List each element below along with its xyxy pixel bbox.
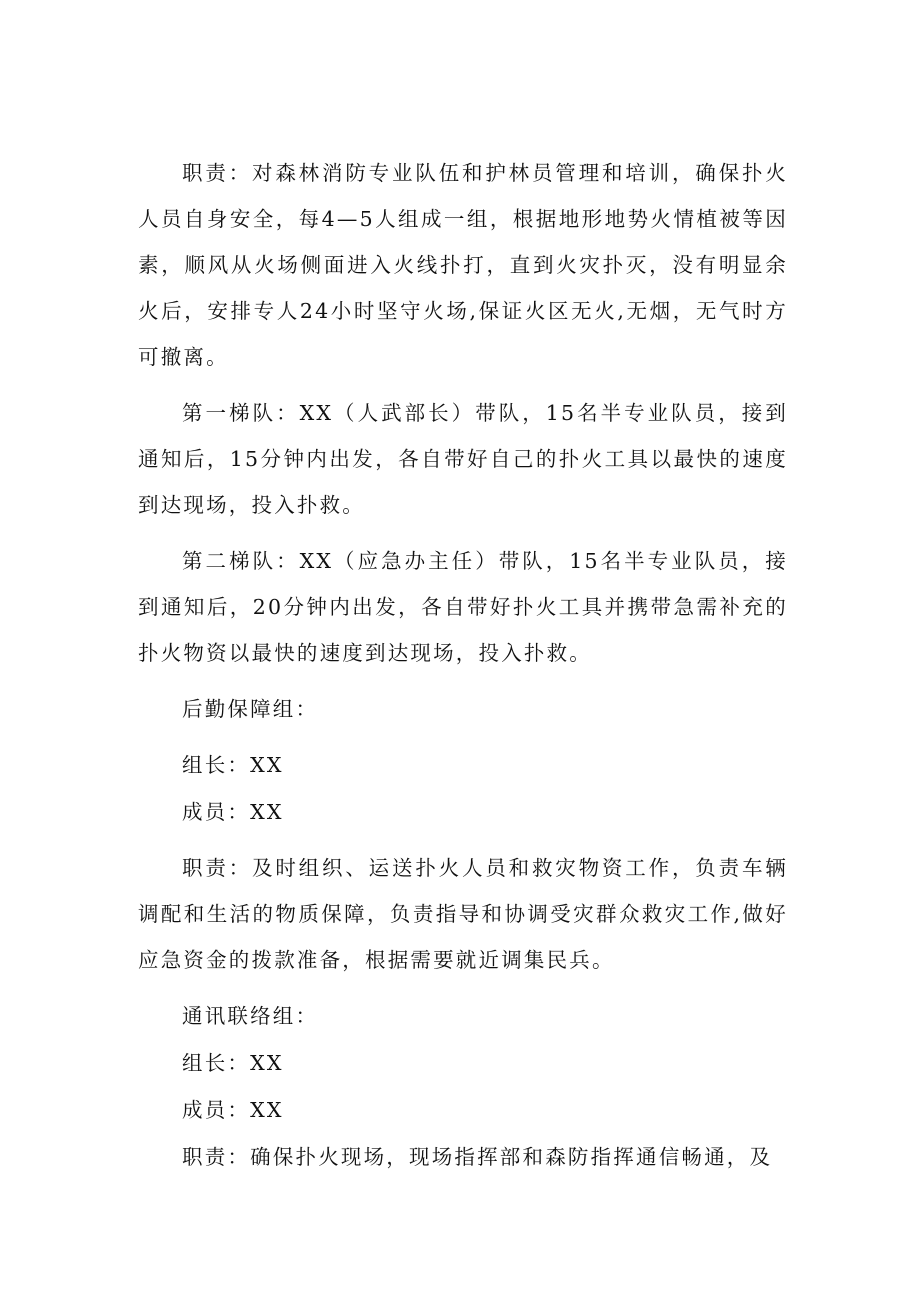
logistics-group-members: 成员：XX — [182, 800, 284, 824]
logistics-group-leader: 组长：XX — [182, 753, 284, 777]
paragraph-duty-firefighting: 职责：对森林消防专业队伍和护林员管理和培训，确保扑火人员自身安全，每4—5人组成一组，根据地形地势火情植被等因素，顺风从火场侧面进入火线扑打，直到火灾扑灭，没有明显余火后，安排专人24小时坚守火场,保证火区无火,无烟，无气时方可撤离。 — [138, 161, 788, 369]
paragraph-duty-logistics: 职责：及时组织、运送扑火人员和救灾物资工作，负责车辆调配和生活的物质保障，负责指导和协调受灾群众救灾工作,做好应急资金的拨款准备，根据需要就近调集民兵。 — [138, 856, 788, 972]
communication-group-leader: 组长：XX — [182, 1051, 284, 1075]
document-body — [138, 150, 788, 1180]
heading-communication-group: 通讯联络组： — [182, 1004, 319, 1028]
heading-logistics-group: 后勤保障组： — [182, 697, 319, 721]
paragraph-duty-communication: 职责：确保扑火现场，现场指挥部和森防指挥通信畅通，及 — [182, 1145, 773, 1169]
paragraph-second-echelon: 第二梯队：XX（应急办主任）带队，15名半专业队员，接到通知后，20分钟内出发，各自带好扑火工具并携带急需补充的扑火物资以最快的速度到达现场，投入扑救。 — [138, 549, 788, 665]
communication-group-members: 成员：XX — [182, 1098, 284, 1122]
paragraph-first-echelon: 第一梯队：XX（人武部长）带队，15名半专业队员，接到通知后，15分钟内出发，各自带好自己的扑火工具以最快的速度到达现场，投入扑救。 — [138, 401, 788, 517]
